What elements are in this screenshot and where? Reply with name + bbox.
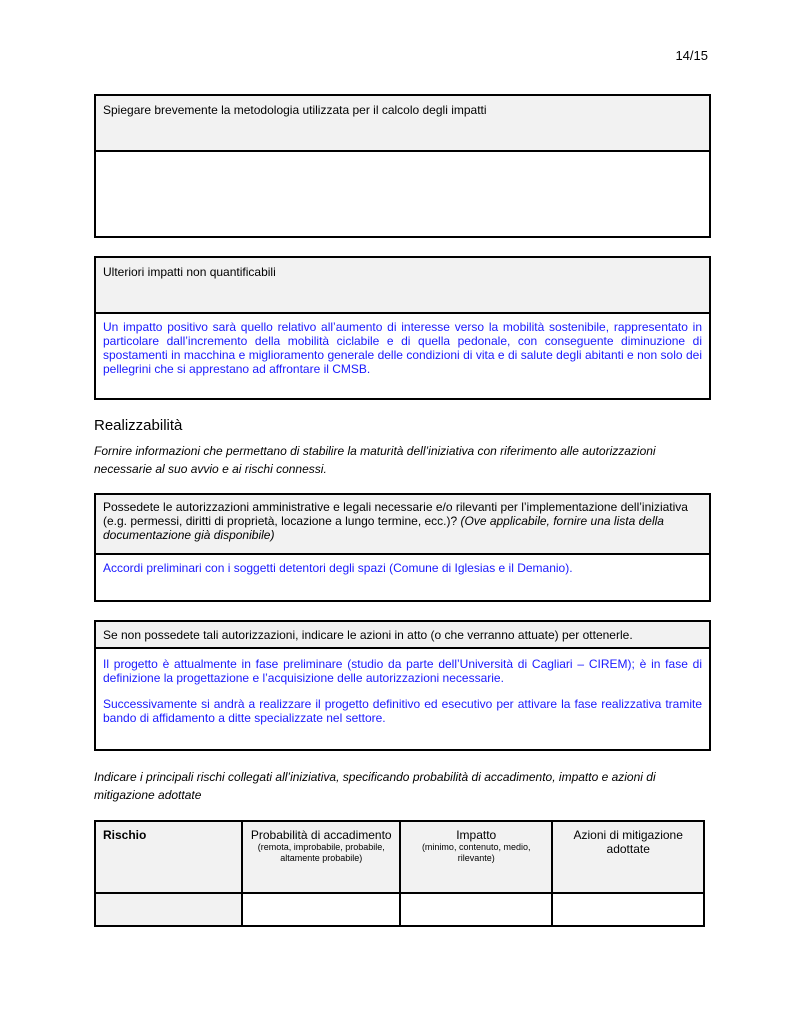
authorization-actions-question: Se non possedete tali autorizzazioni, indicare le azioni in atto (o che verranno attuate) per ottenerle.	[96, 622, 709, 649]
page-number: 14/15	[675, 48, 708, 63]
answer-paragraph: Successivamente si andrà a realizzare il progetto definitivo ed esecutivo per attivare la fase realizzativa tramite bando di affidamento a ditte specializzate nel settore.	[103, 697, 702, 725]
section-heading-feasibility: Realizzabilità	[94, 417, 183, 434]
methodology-box	[94, 94, 711, 238]
methodology-answer-field[interactable]	[96, 152, 709, 236]
impact-cell[interactable]	[400, 893, 552, 926]
probability-cell[interactable]	[242, 893, 400, 926]
answer-paragraph: Il progetto è attualmente in fase preliminare (studio da parte dell’Università di Cagliari – CIREM); è in fase di definizione la progettazione e l’acquisizione delle autorizzazioni necessarie.	[103, 657, 702, 685]
column-header-mitigation: Azioni di mitigazione adottate	[552, 821, 704, 893]
feasibility-instructions: Fornire informazioni che permettano di stabilire la maturità dell’iniziativa con riferimento alle autorizzazioni necessarie al suo avvio e ai rischi connessi.	[94, 444, 656, 476]
column-header-risk: Rischio	[95, 821, 242, 893]
risk-cell[interactable]	[95, 893, 242, 926]
authorization-actions-box	[94, 620, 711, 751]
column-header-impact-hint: (minimo, contenuto, medio, rilevante)	[421, 842, 531, 863]
methodology-question: Spiegare brevemente la metodologia utilizzata per il calcolo degli impatti	[96, 96, 709, 152]
risks-instructions: Indicare i principali rischi collegati all’iniziativa, specificando probabilità di accadimento, impatto e azioni di mitigazione adottate	[94, 770, 656, 802]
risk-table-header-row	[95, 821, 704, 893]
authorizations-question-text: Possedete le autorizzazioni amministrative e legali necessarie e/o rilevanti per l’implementazione dell’iniziativa (e.g. permessi, diritti di proprietà, locazione a lungo termine, ecc.)?	[103, 500, 688, 528]
column-header-impact: Impatto (minimo, contenuto, medio, rilevante)	[400, 821, 552, 893]
authorizations-answer[interactable]: Accordi preliminari con i soggetti detentori degli spazi (Comune di Iglesias e il Demanio).	[103, 561, 573, 575]
column-header-probability: Probabilità di accadimento (remota, improbabile, probabile, altamente probabile)	[242, 821, 400, 893]
unquantifiable-impacts-box	[94, 256, 711, 400]
authorization-actions-answer[interactable]	[96, 649, 709, 749]
unquantifiable-impacts-answer[interactable]: Un impatto positivo sarà quello relativo all’aumento di interesse verso la mobilità sostenibile, rappresentato in particolare dall’incremento della mobilità ciclabile e di quella pedonale, con conseguente diminuzione di spostamenti in macchina e miglioramento generale delle condizioni di vita e di salute degli abitanti e non solo dei pellegrini che si apprestano ad affrontare il CMSB.	[103, 320, 702, 376]
authorizations-question	[96, 495, 709, 555]
mitigation-cell[interactable]	[552, 893, 704, 926]
authorizations-question-note: (Ove applicabile, fornire una lista della documentazione già disponibile)	[103, 514, 664, 542]
table-row	[95, 893, 704, 926]
authorizations-box	[94, 493, 711, 602]
risk-table	[94, 820, 705, 927]
column-header-probability-hint: (remota, improbabile, probabile, altamente probabile)	[257, 842, 385, 863]
unquantifiable-impacts-question: Ulteriori impatti non quantificabili	[96, 258, 709, 314]
